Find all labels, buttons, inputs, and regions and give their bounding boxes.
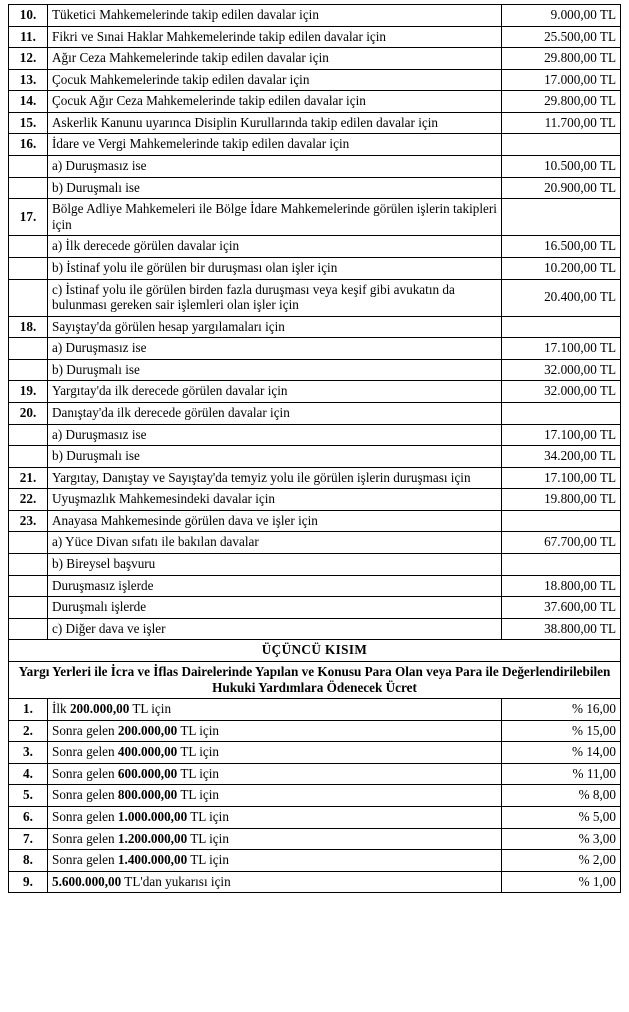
- row-amount: % 11,00: [502, 763, 621, 785]
- row-amount: % 16,00: [502, 699, 621, 721]
- table-row: [9, 850, 621, 872]
- row-description: Duruşmalı işlerde: [48, 597, 502, 619]
- row-number: 16.: [9, 134, 48, 156]
- row-number: [9, 338, 48, 360]
- row-description: [48, 720, 502, 742]
- desc-suffix: TL için: [129, 701, 172, 717]
- desc-amount: 600.000,00: [117, 765, 178, 781]
- desc-amount: 400.000,00: [117, 744, 178, 760]
- table-row: [9, 359, 621, 381]
- row-amount: 17.100,00 TL: [502, 467, 621, 489]
- desc-prefix: Sonra gelen: [52, 787, 118, 803]
- row-number: 14.: [9, 91, 48, 113]
- row-description: Yargıtay, Danıştay ve Sayıştay'da temyiz yolu ile görülen işlerin duruşması için: [48, 467, 502, 489]
- row-number: 22.: [9, 489, 48, 511]
- row-amount: 17.000,00 TL: [502, 69, 621, 91]
- row-number: [9, 279, 48, 316]
- row-description: Çocuk Ağır Ceza Mahkemelerinde takip edilen davalar için: [48, 91, 502, 113]
- row-amount: 10.200,00 TL: [502, 257, 621, 279]
- row-description: [48, 850, 502, 872]
- row-amount: [502, 510, 621, 532]
- desc-prefix: Sonra gelen: [52, 744, 118, 760]
- row-number: 7.: [9, 828, 48, 850]
- row-amount: 16.500,00 TL: [502, 236, 621, 258]
- table-row: [9, 806, 621, 828]
- row-description: Tüketici Mahkemelerinde takip edilen davalar için: [48, 5, 502, 27]
- row-number: 21.: [9, 467, 48, 489]
- table-row: [9, 177, 621, 199]
- desc-prefix: Sonra gelen: [52, 852, 118, 868]
- row-amount: 18.800,00 TL: [502, 575, 621, 597]
- row-description: Fikri ve Sınai Haklar Mahkemelerinde takip edilen davalar için: [48, 26, 502, 48]
- row-amount: % 3,00: [502, 828, 621, 850]
- row-number: [9, 575, 48, 597]
- row-description: [48, 699, 502, 721]
- desc-amount: 200.000,00: [69, 701, 130, 717]
- row-number: [9, 532, 48, 554]
- row-number: 4.: [9, 763, 48, 785]
- row-amount: % 5,00: [502, 806, 621, 828]
- row-description: Ağır Ceza Mahkemelerinde takip edilen davalar için: [48, 48, 502, 70]
- desc-suffix: TL için: [187, 808, 229, 824]
- row-amount: [502, 402, 621, 424]
- row-number: 23.: [9, 510, 48, 532]
- row-number: [9, 236, 48, 258]
- row-amount: 34.200,00 TL: [502, 446, 621, 468]
- section-subtitle: Yargı Yerleri ile İcra ve İflas Dairelerinde Yapılan ve Konusu Para Olan veya Para ile Değerlendirilebilen Hukuki Yardımlara Ödenecek Ücret: [9, 661, 621, 698]
- row-description: a) Duruşmasız ise: [48, 338, 502, 360]
- row-amount: 25.500,00 TL: [502, 26, 621, 48]
- row-description: [48, 785, 502, 807]
- row-number: [9, 446, 48, 468]
- table-row: [9, 489, 621, 511]
- row-amount: % 15,00: [502, 720, 621, 742]
- table-row: [9, 156, 621, 178]
- table-row: [9, 112, 621, 134]
- row-amount: % 14,00: [502, 742, 621, 764]
- table-row: [9, 91, 621, 113]
- row-number: [9, 257, 48, 279]
- row-number: 5.: [9, 785, 48, 807]
- row-amount: 32.000,00 TL: [502, 381, 621, 403]
- row-amount: 17.100,00 TL: [502, 338, 621, 360]
- attorney-fee-tariff-table: [8, 4, 621, 893]
- row-number: [9, 359, 48, 381]
- desc-amount: 1.200.000,00: [117, 830, 188, 846]
- table-row: [9, 720, 621, 742]
- table-row: [9, 871, 621, 893]
- row-description: b) Duruşmalı ise: [48, 446, 502, 468]
- row-description: a) Yüce Divan sıfatı ile bakılan davalar: [48, 532, 502, 554]
- desc-amount: 5.600.000,00: [52, 873, 122, 889]
- row-amount: 29.800,00 TL: [502, 91, 621, 113]
- row-amount: 37.600,00 TL: [502, 597, 621, 619]
- row-amount: % 1,00: [502, 871, 621, 893]
- row-number: 10.: [9, 5, 48, 27]
- table-row: [9, 26, 621, 48]
- section-title-row: [9, 640, 621, 662]
- table-row: [9, 316, 621, 338]
- row-amount: 17.100,00 TL: [502, 424, 621, 446]
- row-description: [48, 763, 502, 785]
- row-description: Çocuk Mahkemelerinde takip edilen davalar için: [48, 69, 502, 91]
- table-row: [9, 597, 621, 619]
- desc-prefix: Sonra gelen: [52, 830, 118, 846]
- desc-suffix: TL için: [177, 722, 220, 738]
- row-amount: 32.000,00 TL: [502, 359, 621, 381]
- row-description: a) İlk derecede görülen davalar için: [48, 236, 502, 258]
- table-row: [9, 338, 621, 360]
- row-number: 2.: [9, 720, 48, 742]
- row-description: c) Diğer dava ve işler: [48, 618, 502, 640]
- table-row: [9, 134, 621, 156]
- desc-prefix: Sonra gelen: [52, 722, 118, 738]
- table-row: [9, 381, 621, 403]
- row-amount: 20.400,00 TL: [502, 279, 621, 316]
- desc-prefix: Sonra gelen: [52, 808, 118, 824]
- row-amount: 9.000,00 TL: [502, 5, 621, 27]
- row-amount: 38.800,00 TL: [502, 618, 621, 640]
- row-description: a) Duruşmasız ise: [48, 424, 502, 446]
- section-subtitle-row: [9, 661, 621, 698]
- table-row: [9, 424, 621, 446]
- row-description: b) Duruşmalı ise: [48, 359, 502, 381]
- table-row: [9, 402, 621, 424]
- row-description: Anayasa Mahkemesinde görülen dava ve işler için: [48, 510, 502, 532]
- row-description: b) Bireysel başvuru: [48, 554, 502, 576]
- row-number: [9, 177, 48, 199]
- desc-amount: 1.000.000,00: [117, 808, 188, 824]
- row-amount: [502, 199, 621, 236]
- row-description: Duruşmasız işlerde: [48, 575, 502, 597]
- row-amount: % 8,00: [502, 785, 621, 807]
- desc-amount: 800.000,00: [117, 787, 178, 803]
- row-amount: % 2,00: [502, 850, 621, 872]
- row-description: Yargıtay'da ilk derecede görülen davalar için: [48, 381, 502, 403]
- table-row: [9, 510, 621, 532]
- row-description: Sayıştay'da görülen hesap yargılamaları için: [48, 316, 502, 338]
- row-number: 19.: [9, 381, 48, 403]
- table-row: [9, 554, 621, 576]
- table-row: [9, 48, 621, 70]
- row-description: b) Duruşmalı ise: [48, 177, 502, 199]
- row-number: 17.: [9, 199, 48, 236]
- row-number: [9, 424, 48, 446]
- table-row: [9, 699, 621, 721]
- row-amount: [502, 316, 621, 338]
- desc-prefix: Sonra gelen: [52, 765, 118, 781]
- section-title: ÜÇÜNCÜ KISIM: [9, 640, 621, 662]
- desc-suffix: TL'dan yukarısı için: [121, 873, 231, 889]
- row-number: 15.: [9, 112, 48, 134]
- row-amount: 67.700,00 TL: [502, 532, 621, 554]
- table-row: [9, 828, 621, 850]
- desc-suffix: TL için: [187, 852, 229, 868]
- row-description: [48, 871, 502, 893]
- table-body: [9, 5, 621, 893]
- desc-prefix: İlk: [52, 701, 70, 717]
- row-number: 1.: [9, 699, 48, 721]
- table-row: [9, 785, 621, 807]
- desc-amount: 1.400.000,00: [117, 852, 188, 868]
- row-description: [48, 742, 502, 764]
- row-number: 6.: [9, 806, 48, 828]
- row-description: [48, 806, 502, 828]
- table-row: [9, 618, 621, 640]
- row-description: Askerlik Kanunu uyarınca Disiplin Kurullarında takip edilen davalar için: [48, 112, 502, 134]
- row-amount: [502, 134, 621, 156]
- table-row: [9, 575, 621, 597]
- table-row: [9, 532, 621, 554]
- row-description: [48, 828, 502, 850]
- table-row: [9, 279, 621, 316]
- row-number: 3.: [9, 742, 48, 764]
- row-amount: 29.800,00 TL: [502, 48, 621, 70]
- row-description: Bölge Adliye Mahkemeleri ile Bölge İdare Mahkemelerinde görülen işlerin takipleri için: [48, 199, 502, 236]
- desc-suffix: TL için: [177, 744, 220, 760]
- desc-suffix: TL için: [177, 765, 220, 781]
- table-row: [9, 236, 621, 258]
- row-description: b) İstinaf yolu ile görülen bir duruşması olan işler için: [48, 257, 502, 279]
- row-description: Uyuşmazlık Mahkemesindeki davalar için: [48, 489, 502, 511]
- row-amount: 11.700,00 TL: [502, 112, 621, 134]
- row-number: 18.: [9, 316, 48, 338]
- table-row: [9, 257, 621, 279]
- row-number: 20.: [9, 402, 48, 424]
- table-row: [9, 742, 621, 764]
- table-row: [9, 763, 621, 785]
- row-number: 11.: [9, 26, 48, 48]
- table-row: [9, 5, 621, 27]
- row-description: İdare ve Vergi Mahkemelerinde takip edilen davalar için: [48, 134, 502, 156]
- table-row: [9, 199, 621, 236]
- row-amount: 20.900,00 TL: [502, 177, 621, 199]
- row-number: [9, 156, 48, 178]
- desc-suffix: TL için: [187, 830, 229, 846]
- row-amount: 19.800,00 TL: [502, 489, 621, 511]
- row-number: 9.: [9, 871, 48, 893]
- desc-suffix: TL için: [177, 787, 220, 803]
- row-number: [9, 618, 48, 640]
- desc-amount: 200.000,00: [117, 722, 178, 738]
- row-amount: [502, 554, 621, 576]
- row-amount: 10.500,00 TL: [502, 156, 621, 178]
- table-row: [9, 69, 621, 91]
- row-description: c) İstinaf yolu ile görülen birden fazla duruşması veya keşif gibi avukatın da bulunması gereken sair işlemleri olan işler için: [48, 279, 502, 316]
- row-number: 12.: [9, 48, 48, 70]
- row-description: a) Duruşmasız ise: [48, 156, 502, 178]
- row-description: Danıştay'da ilk derecede görülen davalar için: [48, 402, 502, 424]
- row-number: [9, 597, 48, 619]
- row-number: [9, 554, 48, 576]
- table-row: [9, 467, 621, 489]
- table-row: [9, 446, 621, 468]
- row-number: 13.: [9, 69, 48, 91]
- row-number: 8.: [9, 850, 48, 872]
